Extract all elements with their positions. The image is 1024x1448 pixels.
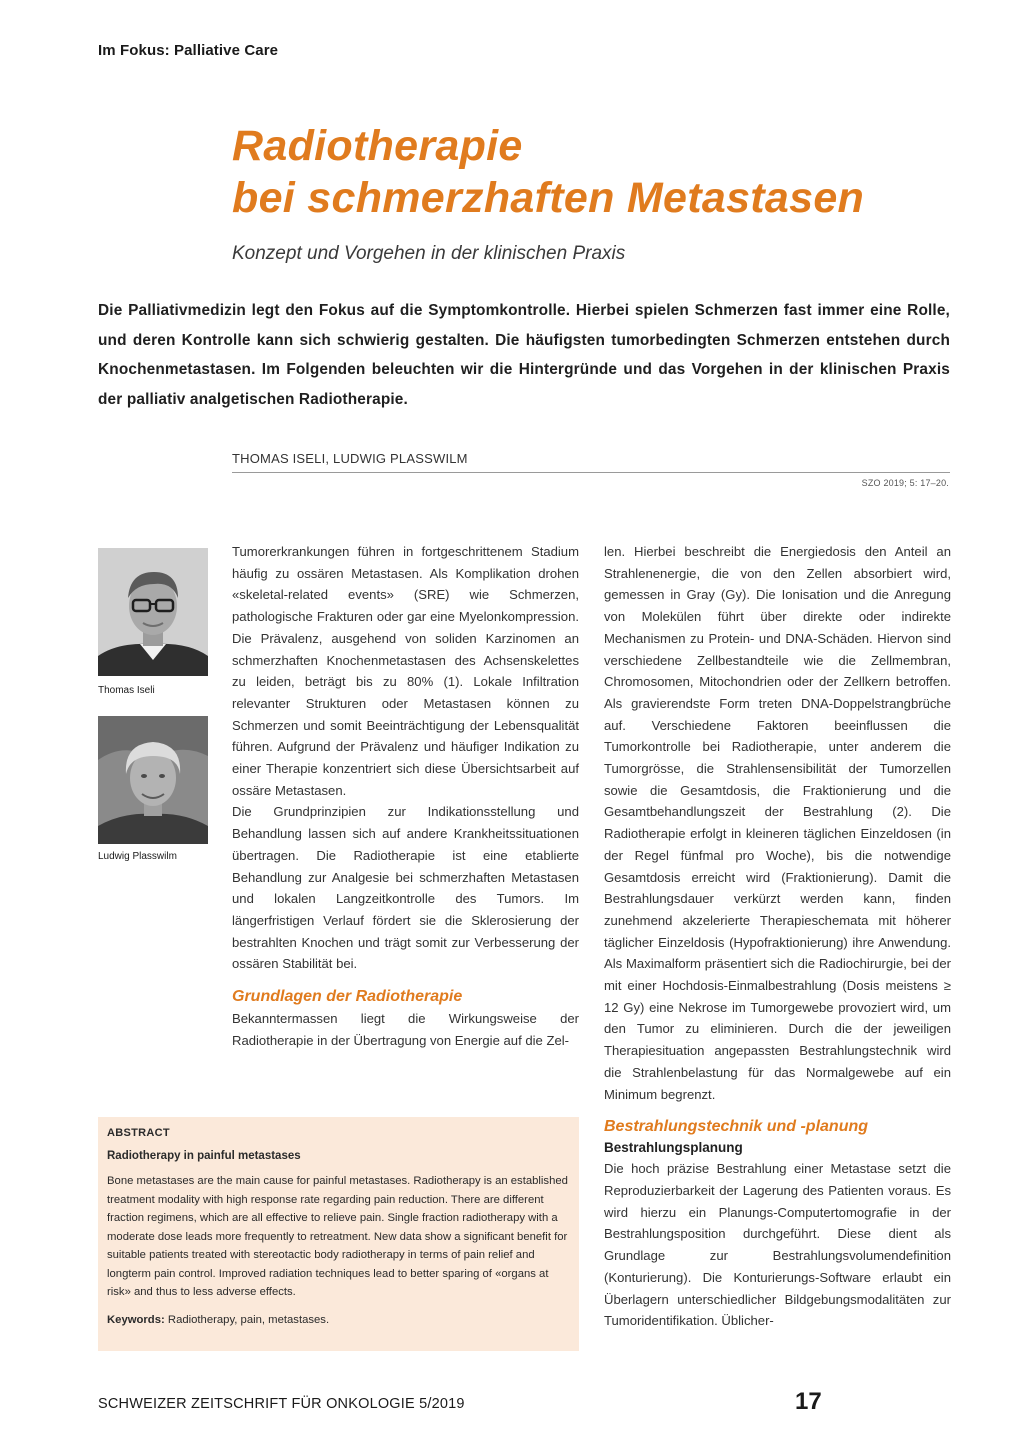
keywords-value: Radiotherapy, pain, metastases.: [164, 1313, 330, 1326]
lead-paragraph: Die Palliativmedizin legt den Fokus auf die Symptomkontrolle. Hierbei spielen Schmerzen fast immer eine Rolle, und deren Kontrolle kann sich schwierig gestalten. Die häufigsten tumorbedingten Schmerzen entstehen durch Knochenmetastasen. Im Folgenden beleuchten wir die Hintergründe und das Vorgehen in der klinischen Praxis der palliativ analgetischen Radiotherapie.: [98, 302, 950, 408]
body-paragraph: Die hoch präzise Bestrahlung einer Metastase setzt die Reproduzierbarkeit der Lagerung des Patienten voraus. Es wird hierzu ein Planungs-Computertomografie in der Bestrahlungsposition durchgeführt. Diese dient als Grundlage zur Bestrahlungsvolumendefinition (Konturierung). Die Konturierungs-Software erlaubt ein Überlagern unterschiedlicher Bildgebungsmodalitäten zur Tumoridentifikation. Üblicher-: [604, 1161, 951, 1329]
body-column-1: [232, 541, 579, 1051]
section-heading-grundlagen: Grundlagen der Radiotherapie: [232, 988, 463, 1006]
body-paragraph: Bekanntermassen liegt die Wirkungsweise der Radiotherapie in der Übertragung von Energie auf die Zel-: [232, 1011, 579, 1048]
photo-caption-iseli: Thomas Iseli: [98, 685, 155, 696]
title-line-2: bei schmerzhaften Metastasen: [232, 174, 865, 222]
photo-caption-plasswilm: Ludwig Plasswilm: [98, 851, 177, 862]
body-paragraph: Tumorerkrankungen führen in fortgeschrittenem Stadium häufig zu ossären Metastasen. Als Komplikation drohen «skeletal-related events» (SRE) wie Schmerzen, pathologische Frakturen oder gar eine Myelonkompression. Die Prävalenz, ausgehend von soliden Karzinomen an schmerzhaften Knochenmetastasen des Achsenskelettes zu leiden, beträgt bis zu 80% (1). Lokale Infiltration relevanter Strukturen oder Metastasen können zu Schmerzen und somit Beeinträchtigung der Lebensqualität führen. Aufgrund der Prävalenz und häufiger Indikation zu einer Therapie konzentriert sich diese Übersichtsarbeit auf ossäre Metastasen.: [232, 544, 579, 798]
abstract-box: [98, 1117, 579, 1351]
author-photo-iseli: [98, 548, 208, 676]
title-line-1: Radiotherapie: [232, 122, 523, 170]
author-photo-plasswilm: [98, 716, 208, 844]
article-title: [232, 120, 992, 224]
subheading-bestrahlungsplanung: Bestrahlungsplanung: [604, 1140, 743, 1156]
citation: SZO 2019; 5: 17–20.: [861, 478, 949, 488]
page-number: 17: [795, 1388, 822, 1415]
body-paragraph: len. Hierbei beschreibt die Energiedosis den Anteil an Strahlenenergie, die von den Zellen absorbiert wird, gemessen in Gray (Gy). Die Ionisation und die Anregung von Molekülen führt über direkte oder indirekte Mechanismen zu Protein- und DNA-Schäden. Hiervon sind verschiedene Zellbestandteile wie die Zellmembran, Chromosomen, Mitochondrien oder der Zellkern betroffen. Als gravierendste Form treten DNA-Doppelstrangbrüche auf. Verschiedene Faktoren beeinflussen die Tumorkontrolle bei Radiotherapie, unter anderem die Tumorgrösse, die Strahlensensibilität der Tumorzellen sowie die Gesamtdosis, die Fraktionierung und die Gesamtbehandlungszeit der Bestrahlung (2). Die Radiotherapie erfolgt in kleineren täglichen Einzeldosen (in der Regel fünfmal pro Woche), bis die notwendige Gesamtdosis erreicht wird (Fraktionierung). Damit die Bestrahlungsdauer verkürzt werden kann, finden zunehmend akzelerierte Therapieschemata mit höherer täglicher Einzeldosis (Hypofraktionierung) ihre Anwendung. Als Maximalform präsentiert sich die Radiochirurgie, bei der mit einer Hochdosis-Einmalbestrahlung (Dosis meistens ≥ 12 Gy) eine Nekrose im Tumorgewebe provoziert wird, um den Tumor zu eliminieren. Durch die der jeweiligen Therapiesituation angepassten Bestrahlungstechnik wird die Strahlenbelastung für das Normalgewebe auf ein Minimum begrenzt.: [604, 544, 951, 1102]
section-label: Im Fokus: Palliative Care: [98, 42, 279, 59]
abstract-title: Radiotherapy in painful metastases: [107, 1150, 301, 1162]
abstract-keywords: [107, 1314, 569, 1326]
keywords-label: Keywords:: [107, 1313, 165, 1326]
abstract-label: ABSTRACT: [107, 1127, 170, 1139]
section-heading-bestrahlungstechnik: Bestrahlungstechnik und -planung: [604, 1118, 869, 1136]
body-paragraph: Die Grundprinzipien zur Indikationsstellung und Behandlung lassen sich auf andere Krankheitssituationen übertragen. Die Radiotherapie ist eine etablierte Behandlung zur Analgesie bei schmerzhaften Metastasen und lokalen Langzeitkontrolle des Tumors. Im längerfristigen Verlauf fördert sie die Sklerosierung der bestrahlten Knochen und trägt somit zur Verbesserung der ossären Stabilität bei.: [232, 804, 579, 972]
journal-name: SCHWEIZER ZEITSCHRIFT FÜR ONKOLOGIE 5/2019: [98, 1396, 465, 1412]
body-column-2: [604, 541, 951, 1332]
article-subtitle: Konzept und Vorgehen in der klinischen Praxis: [232, 243, 626, 264]
abstract-text: Bone metastases are the main cause for painful metastases. Radiotherapy is an established treatment modality with high response rate regarding pain reduction. There are different fraction regimens, which are all effective to relieve pain. Single fraction radiotherapy with a moderate dose leads more frequently to retreatment. New data show a significant benefit for suitable patients treated with stereotactic body radiotherapy in terms of pain relief and longterm pain control. Improved radiation techniques lead to better sparing of «organs at risk» and thus to less adverse effects.: [107, 1175, 568, 1298]
author-divider: [232, 472, 950, 473]
author-line: THOMAS ISELI, LUDWIG PLASSWILM: [232, 451, 468, 466]
